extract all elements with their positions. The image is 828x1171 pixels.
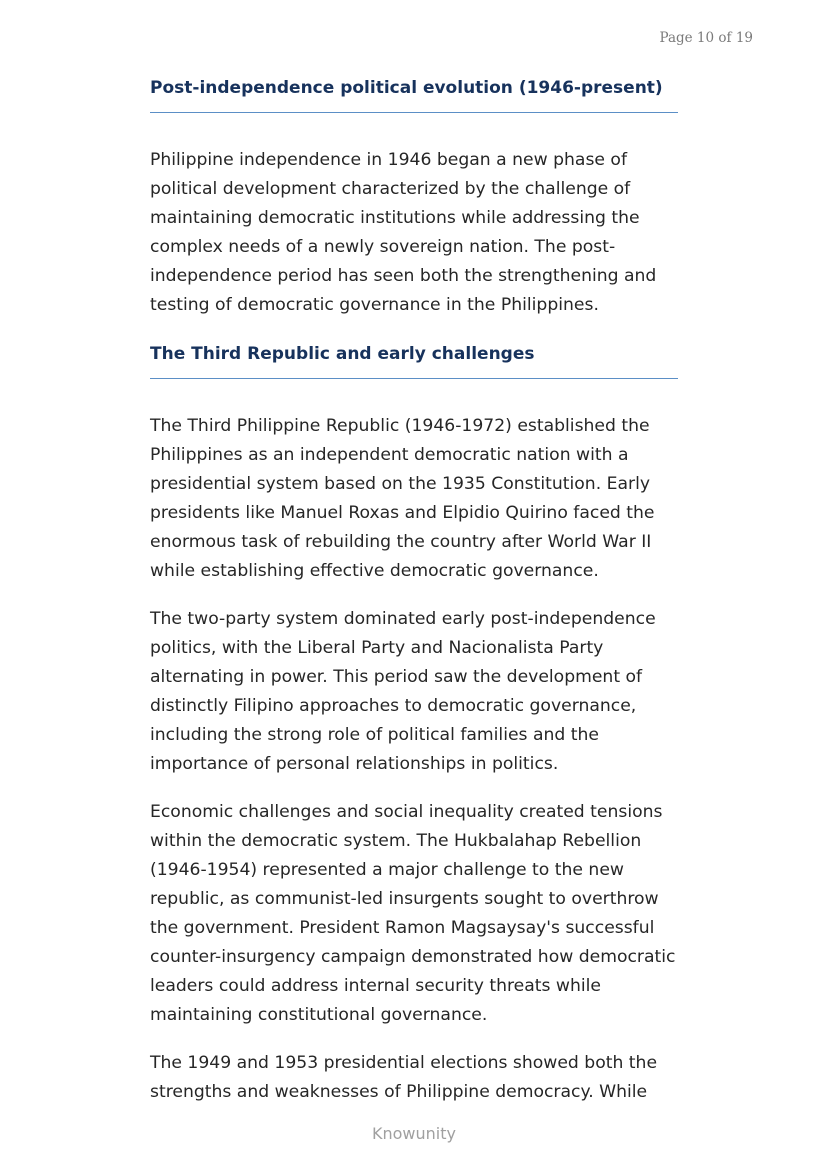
section-heading: The Third Republic and early challenges xyxy=(150,340,678,379)
paragraph: The Third Philippine Republic (1946-1972) established the Philippines as an independent democratic nation with a presidential system based on the 1935 Constitution. Early presidents like Manuel Roxas and Elpidio Quirino faced the enormous task of rebuilding the country after World War II while establishing effective democratic governance. xyxy=(150,416,655,581)
paragraph: Philippine independence in 1946 began a new phase of political development characterized by the challenge of maintaining democratic institutions while addressing the complex needs of a newly sovereign nation. The post- independence period has seen both the strengthening and testing of democratic governance in the Philippines. xyxy=(150,150,657,315)
document-body xyxy=(150,74,678,1107)
paragraph: The 1949 and 1953 presidential elections showed both the strengths and weaknesses of Philippine democracy. While xyxy=(150,1053,658,1102)
footer-brand: Knowunity xyxy=(372,1124,456,1143)
page-number: Page 10 of 19 xyxy=(659,30,753,46)
paragraph: The two-party system dominated early post-independence politics, with the Liberal Party and Nacionalista Party alternating in power. This period saw the development of distinctly Filipino approaches to democratic governance, including the strong role of political families and the importance of personal relationships in politics. xyxy=(150,609,656,774)
paragraph: Economic challenges and social inequality created tensions within the democratic system. The Hukbalahap Rebellion (1946-1954) represented a major challenge to the new republic, as communist-led insurgents sought to overthrow the government. President Ramon Magsaysay's successful counter-insurgency campaign demonstrated how democratic leaders could address internal security threats while maintaining constitutional governance. xyxy=(150,802,676,1025)
section-heading: Post-independence political evolution (1946-present) xyxy=(150,74,678,113)
